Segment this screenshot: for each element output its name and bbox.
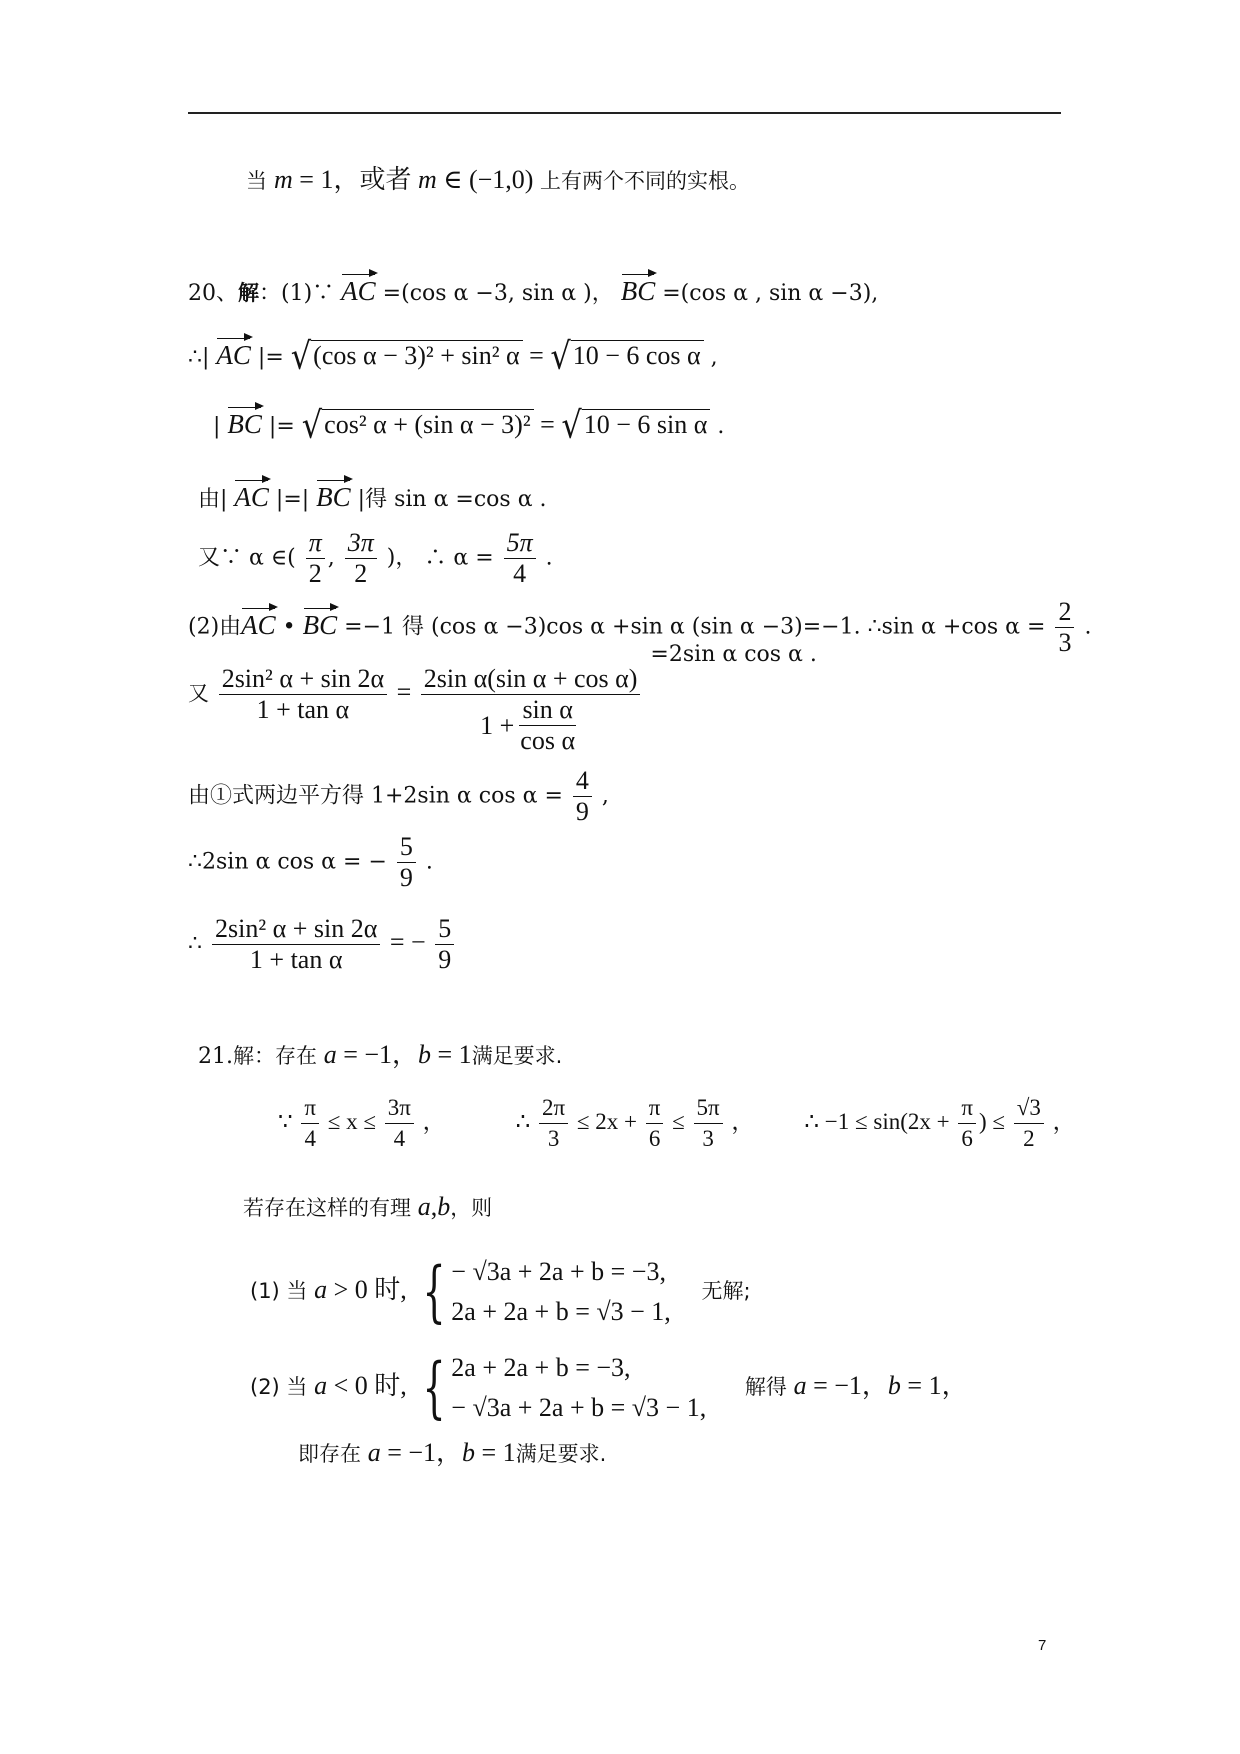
equation-system: { 2a + 2a + b = −3, − √3a + 2a + b = √3 − 1, xyxy=(422,1349,707,1426)
vector-ac: AC xyxy=(341,272,376,306)
fraction: $\frac{√3}{2}$ xyxy=(1014,1093,1044,1154)
radical-sign: √ xyxy=(550,334,571,378)
line-13: ∵ $\frac{\pi}{4}$ ≤ x ≤ $\frac{3\pi}{4}$ ， ∴ $\frac{2\pi}{3}$ ≤ 2x + $\frac{\pi}{6}$ ≤ $\frac{5\pi}{3}$ ， ∴ −1 ≤ sin(2x + $\frac{\pi}{6}$ ) ≤ $\frac{√3}{2}$ ， xyxy=(278,1093,1076,1154)
line-6: 又∵ α ∈( $\frac{\pi}{2}$ , $\frac{3\pi}{2}$ )， ∴ α = $\frac{5\pi}{4}$ . xyxy=(198,528,553,588)
vector-ac: AC xyxy=(241,606,276,640)
fraction: $\frac{5}{9}$ xyxy=(435,914,454,975)
vector-bc: BC xyxy=(303,606,338,640)
vector-ac: AC xyxy=(216,336,251,370)
vector-bc: BC xyxy=(316,478,351,512)
fraction: $\frac{\pi}{4}$ xyxy=(301,1093,319,1154)
fraction: $\frac{5\pi}{4}$ xyxy=(504,528,536,589)
fraction: $\frac{\pi}{6}$ xyxy=(646,1093,664,1154)
fraction: $\frac{5\pi}{3}$ xyxy=(694,1093,723,1154)
line-8: 又 $\frac{\text{2sin² α + sin 2α}}{\text{1 + tan α}}$ = 2sin α(sin α + cos α) 1 + $\frac{\text{sin α}}{\text{cos α}}$ =2sin α cos α . xyxy=(188,641,817,755)
line-16: (2) 当 a < 0 时, { 2a + 2a + b = −3, − √3a + 2a + b = √3 − 1, 解得 a = −1，b = 1， xyxy=(250,1349,968,1426)
fraction: $\frac{3\pi}{4}$ xyxy=(385,1093,414,1154)
page-number: 7 xyxy=(1038,1637,1047,1654)
vector-bc: BC xyxy=(621,272,656,306)
line-5: 由| AC |=| BC |得 sin α =cos α . xyxy=(198,478,547,515)
radical-sign: √ xyxy=(301,403,323,447)
vector-ac: AC xyxy=(234,478,269,512)
line-14: 若存在这样的有理 a,b，则 xyxy=(243,1192,493,1221)
line-11: ∴ $\frac{\text{2sin² α + sin 2α}}{\text{1 + tan α}}$ = − $\frac{5}{9}$ xyxy=(188,914,457,975)
vector-bc: BC xyxy=(227,405,262,439)
radical-sign: √ xyxy=(561,403,582,447)
line-3: ∴| AC |= √(cos α − 3)² + sin² α = √10 − 6 cos α , xyxy=(188,334,718,378)
compound-fraction: 2sin α(sin α + cos α) 1 + $\frac{\text{sin α}}{\text{cos α}}$ xyxy=(421,664,641,756)
left-brace: { xyxy=(422,1253,446,1330)
line-2: 20、解：(1)∵ AC =(cos α −3, sin α )， BC =(cos α , sin α −3), xyxy=(188,272,878,309)
line-1: 当 m = 1，或者 m ∈ (−1,0) 上有两个不同的实根。 xyxy=(246,165,750,194)
header-rule xyxy=(188,112,1061,114)
left-brace: { xyxy=(422,1349,446,1426)
line-7: (2)由AC • BC =−1 得 (cos α −3)cos α +sin α (sin α −3)=−1. ∴sin α +cos α = $\frac{2}{3}$ . xyxy=(188,597,1092,657)
fraction: $\frac{5}{9}$ xyxy=(397,832,416,893)
fraction: $\frac{2}{3}$ xyxy=(1055,597,1074,658)
fraction: $\frac{\text{2sin² α + sin 2α}}{\text{1 + tan α}}$ xyxy=(219,664,387,725)
fraction: $\frac{\text{2sin² α + sin 2α}}{\text{1 + tan α}}$ xyxy=(212,914,380,975)
line-4: | BC |= √cos² α + (sin α − 3)² = √10 − 6 sin α . xyxy=(213,403,725,447)
fraction: $\frac{3\pi}{2}$ xyxy=(345,528,377,589)
fraction: $\frac{\pi}{6}$ xyxy=(958,1093,976,1154)
line-12: 21.解：存在 a = −1，b = 1满足要求. xyxy=(198,1040,563,1069)
line-15: (1) 当 a > 0 时, { − √3a + 2a + b = −3, 2a + 2a + b = √3 − 1, 无解; xyxy=(250,1253,751,1330)
radical-sign: √ xyxy=(290,334,312,378)
fraction: $\frac{\text{sin α}}{\text{cos α}}$ xyxy=(520,695,576,755)
line-17: 即存在 a = −1，b = 1满足要求. xyxy=(298,1438,607,1467)
line-10: ∴2sin α cos α = − $\frac{5}{9}$ . xyxy=(188,832,433,892)
fraction: $\frac{2\pi}{3}$ xyxy=(539,1093,568,1154)
equation-system: { − √3a + 2a + b = −3, 2a + 2a + b = √3 − 1, xyxy=(422,1253,671,1330)
line-9: 由①式两边平方得 1+2sin α cos α = $\frac{4}{9}$ , xyxy=(188,766,609,826)
fraction: $\frac{\pi}{2}$ xyxy=(306,528,325,589)
fraction: $\frac{4}{9}$ xyxy=(573,766,592,827)
